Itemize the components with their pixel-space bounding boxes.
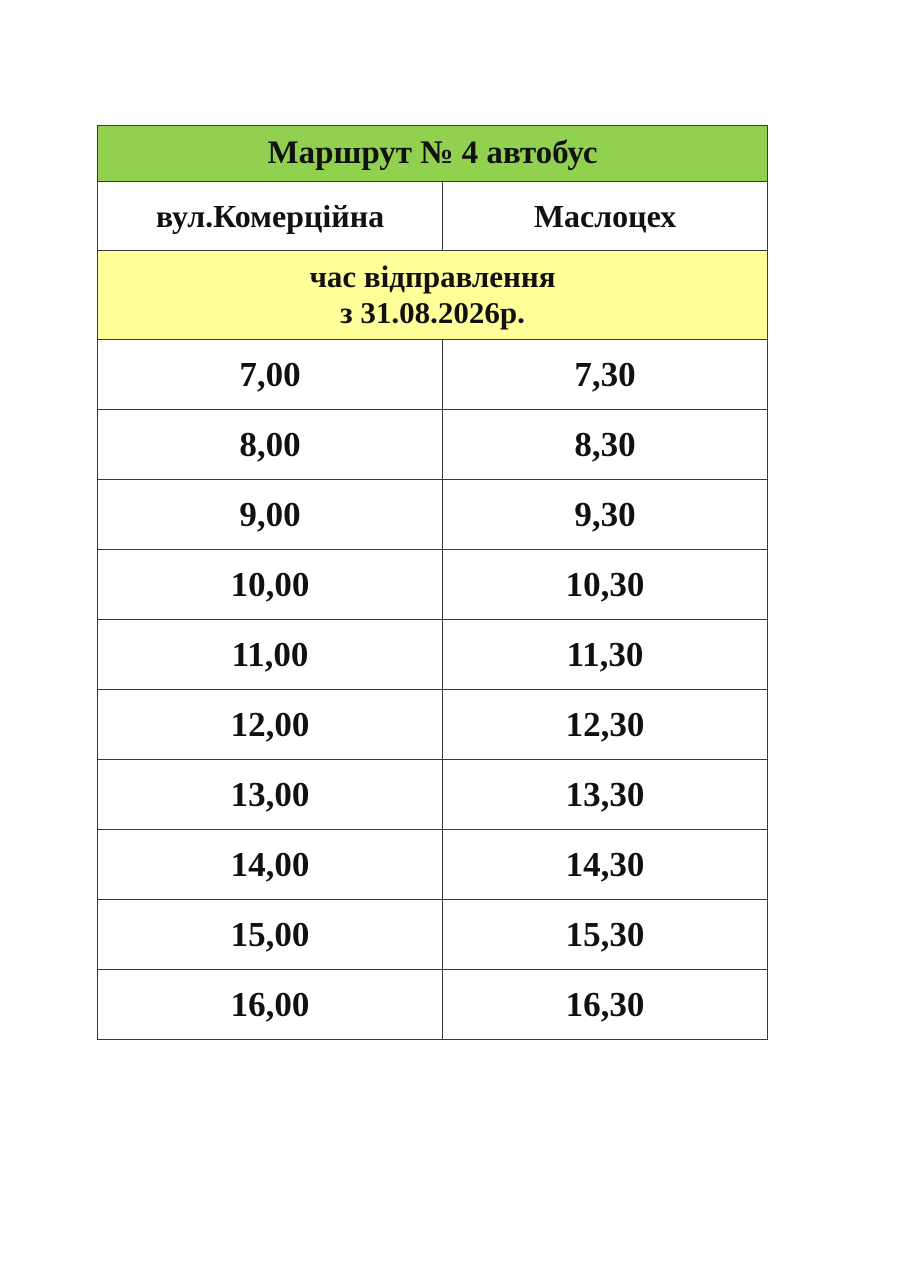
departure-time-maslotsekh: 10,30	[443, 550, 768, 620]
departure-time-maslotsekh: 15,30	[443, 900, 768, 970]
stop-komertsiina: вул.Комерційна	[98, 182, 443, 251]
departure-time-maslotsekh: 13,30	[443, 760, 768, 830]
table-row	[98, 620, 768, 690]
departure-time-maslotsekh: 9,30	[443, 480, 768, 550]
title-row	[98, 126, 768, 182]
departure-header	[98, 251, 768, 340]
table-row	[98, 970, 768, 1040]
departure-time-komertsiina: 10,00	[98, 550, 443, 620]
table-row	[98, 340, 768, 410]
table-row	[98, 480, 768, 550]
stop-maslotsekh: Маслоцех	[443, 182, 768, 251]
table-row	[98, 900, 768, 970]
departure-header-row	[98, 251, 768, 340]
stops-row	[98, 182, 768, 251]
departure-time-maslotsekh: 11,30	[443, 620, 768, 690]
departure-time-maslotsekh: 7,30	[443, 340, 768, 410]
table-row	[98, 760, 768, 830]
departure-time-maslotsekh: 8,30	[443, 410, 768, 480]
table-row	[98, 410, 768, 480]
departure-time-komertsiina: 15,00	[98, 900, 443, 970]
table-row	[98, 830, 768, 900]
departure-time-komertsiina: 16,00	[98, 970, 443, 1040]
departure-time-maslotsekh: 12,30	[443, 690, 768, 760]
table-row	[98, 690, 768, 760]
departure-time-komertsiina: 12,00	[98, 690, 443, 760]
departure-time-komertsiina: 14,00	[98, 830, 443, 900]
departure-time-komertsiina: 8,00	[98, 410, 443, 480]
effective-date: з 31.08.2026р.	[340, 295, 525, 330]
schedule-table	[97, 125, 768, 1040]
departure-time-maslotsekh: 14,30	[443, 830, 768, 900]
departure-label: час відправлення	[309, 259, 556, 294]
departure-time-komertsiina: 7,00	[98, 340, 443, 410]
departure-time-komertsiina: 9,00	[98, 480, 443, 550]
table-row	[98, 550, 768, 620]
departure-time-komertsiina: 13,00	[98, 760, 443, 830]
route-title: Маршрут № 4 автобус	[98, 126, 768, 182]
departure-time-komertsiina: 11,00	[98, 620, 443, 690]
departure-time-maslotsekh: 16,30	[443, 970, 768, 1040]
